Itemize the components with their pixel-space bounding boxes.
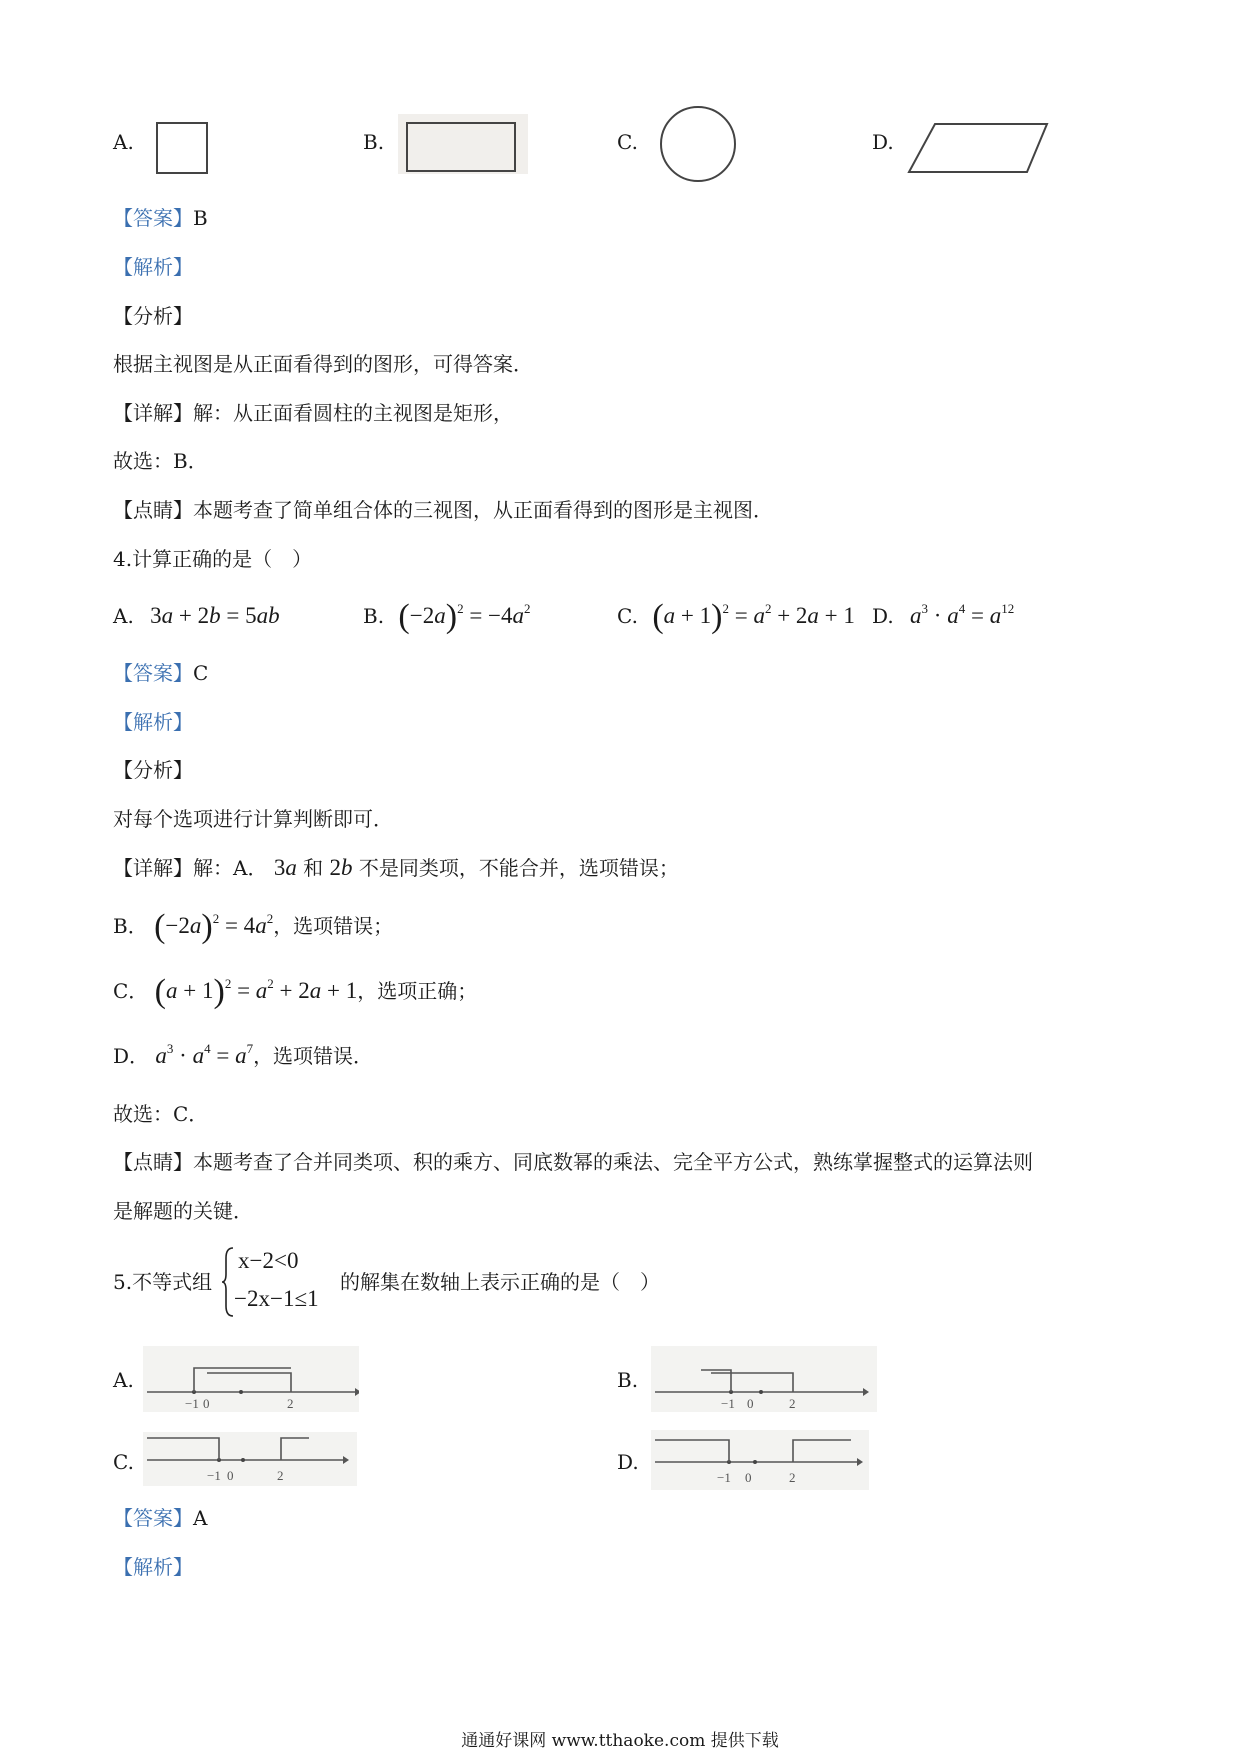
q5-answer-tag: 【答案】 [113,1506,193,1530]
q4-answer-line [113,659,208,687]
q4-option-d: D. $a^3 \cdot a^4 = a^{12}$ [872,601,1015,628]
q5-ineq2: −2x−1≤1 [234,1286,319,1311]
q4-detail-b-suffix: ，选项错误； [273,914,394,938]
q4-detail-c-label: C． [113,979,149,1003]
q5-d-tick-neg1: −1 [717,1470,731,1485]
q3-answer: B [193,206,208,230]
q4-option-a: A. 3a + 2b = 5ab [113,603,280,628]
q5-option-d-image [651,1430,869,1490]
q4-detail-d: D． $a^3 \cdot a^4 = a^7$，选项错误． [113,1041,374,1068]
q3-option-a-square [156,122,208,174]
q5-a-tick-2: 2 [287,1396,294,1411]
q3-detail: 解：从正面看圆柱的主视图是矩形， [193,401,513,425]
q4-answer-tag: 【答案】 [113,661,193,685]
q4-option-d-label: D. [872,604,894,628]
q3-option-d-label: D. [872,130,894,154]
q4-option-c: C. $(a + 1)^2 = a^2 + 2a + 1$ [617,598,855,635]
q4-answer: C [193,661,209,685]
q5-d-tick-0: 0 [745,1470,752,1485]
q4-option-a-label: A. [113,604,134,628]
q3-point-line [113,496,773,524]
q5-answer: A [193,1506,208,1530]
q4-point-line1-text: 本题考查了合并同类项、积的乘方、同底数幂的乘法、完全平方公式，熟练掌握整式的运算法则 [193,1150,1033,1174]
q3-answer-tag: 【答案】 [113,206,193,230]
q4-option-b-label: B. [363,604,385,628]
q3-point: 本题考查了简单组合体的三视图，从正面看得到的图形是主视图． [193,498,773,522]
q3-option-c-circle [660,106,736,182]
q5-option-b-numberline [651,1346,877,1412]
q5-d-tick-2: 2 [789,1470,796,1485]
q5-option-b-image [651,1346,877,1412]
q4-detail-c-suffix: ，选项正确； [357,979,478,1003]
q4-point-line1 [113,1148,1033,1176]
q4-detail-d-suffix: ，选项错误． [253,1044,374,1068]
q4-detail-b: B． $(-2a)^2 = 4a^2$，选项错误； [113,908,394,945]
q5-option-c-label: C. [113,1450,134,1474]
q4-detail-c: C． $(a + 1)^2 = a^2 + 2a + 1$，选项正确； [113,973,478,1010]
q5-option-d-numberline [651,1430,869,1490]
q5-option-a-numberline [143,1346,359,1412]
q5-option-b-label: B. [617,1368,639,1392]
q5-answer-line [113,1504,207,1532]
q4-detail-prefix: 解：A． [193,856,268,880]
q5-b-tick-neg1: −1 [721,1396,735,1411]
q5-option-d-label: D. [617,1450,639,1474]
q4-analysis: 对每个选项进行计算判断即可． [113,807,393,831]
q3-option-b-label: B. [363,130,385,154]
q3-analysis: 根据主视图是从正面看得到的图形，可得答案． [113,352,533,376]
q3-detail-tag: 【详解】 [113,401,193,425]
q4-point-line2: 是解题的关键． [113,1199,253,1223]
q3-option-a-label: A. [113,130,134,154]
q3-jiexi-tag: 【解析】 [113,255,193,279]
q4-choose: 故选：C． [113,1102,209,1126]
q4-point-tag: 【点睛】 [113,1150,193,1174]
q5-a-tick-0: 0 [203,1396,210,1411]
q5-stem-prefix: 5.不等式组 [113,1270,213,1294]
q5-stem-suffix: 的解集在数轴上表示正确的是（ ） [340,1270,660,1294]
q4-detail-mid: 和 [303,856,324,880]
q4-detail-line: 【详解】解：A． 3a 和 2b 不是同类项，不能合并，选项错误； [113,855,679,880]
q4-detail-d-label: D． [113,1044,150,1068]
q4-detail-suffix: 不是同类项，不能合并，选项错误； [358,856,679,880]
q5-option-c-numberline [143,1432,357,1486]
q5-b-tick-0: 0 [747,1396,754,1411]
q4-option-c-label: C. [617,604,638,628]
q5-b-tick-2: 2 [789,1396,796,1411]
q5-c-tick-neg1: −1 [207,1468,221,1483]
q5-option-a-label: A. [113,1368,134,1392]
q5-system-brace [221,1246,235,1318]
q5-option-c-image [143,1432,357,1486]
q3-choose: 故选：B． [113,449,208,473]
q3-detail-line [113,399,513,427]
q5-c-tick-2: 2 [277,1468,284,1483]
q5-option-a-image [143,1346,359,1412]
q5-c-tick-0: 0 [227,1468,234,1483]
q5-a-tick-neg1: −1 [185,1396,199,1411]
q4-detail-tag: 【详解】 [113,856,193,880]
q3-answer-line [113,204,208,232]
q3-option-d-parallelogram [905,120,1050,178]
q5-ineq1: x−2<0 [238,1248,299,1273]
q3-point-tag: 【点睛】 [113,498,193,522]
q4-jiexi-tag: 【解析】 [113,710,193,734]
q3-option-b-rectangle [406,122,516,172]
q4-fenxi-tag: 【分析】 [113,758,193,782]
q4-detail-b-label: B． [113,914,148,938]
page-footer: 通通好课网 www.tthaoke.com 提供下载 [461,1731,779,1751]
q3-option-c-label: C. [617,130,638,154]
q3-option-b-image [398,114,528,174]
q4-stem: 4.计算正确的是（ ） [113,547,313,571]
q4-option-b: B. $(-2a)^2 = -4a^2$ [363,598,531,635]
q5-jiexi-tag: 【解析】 [113,1555,193,1579]
q3-fenxi-tag: 【分析】 [113,304,193,328]
